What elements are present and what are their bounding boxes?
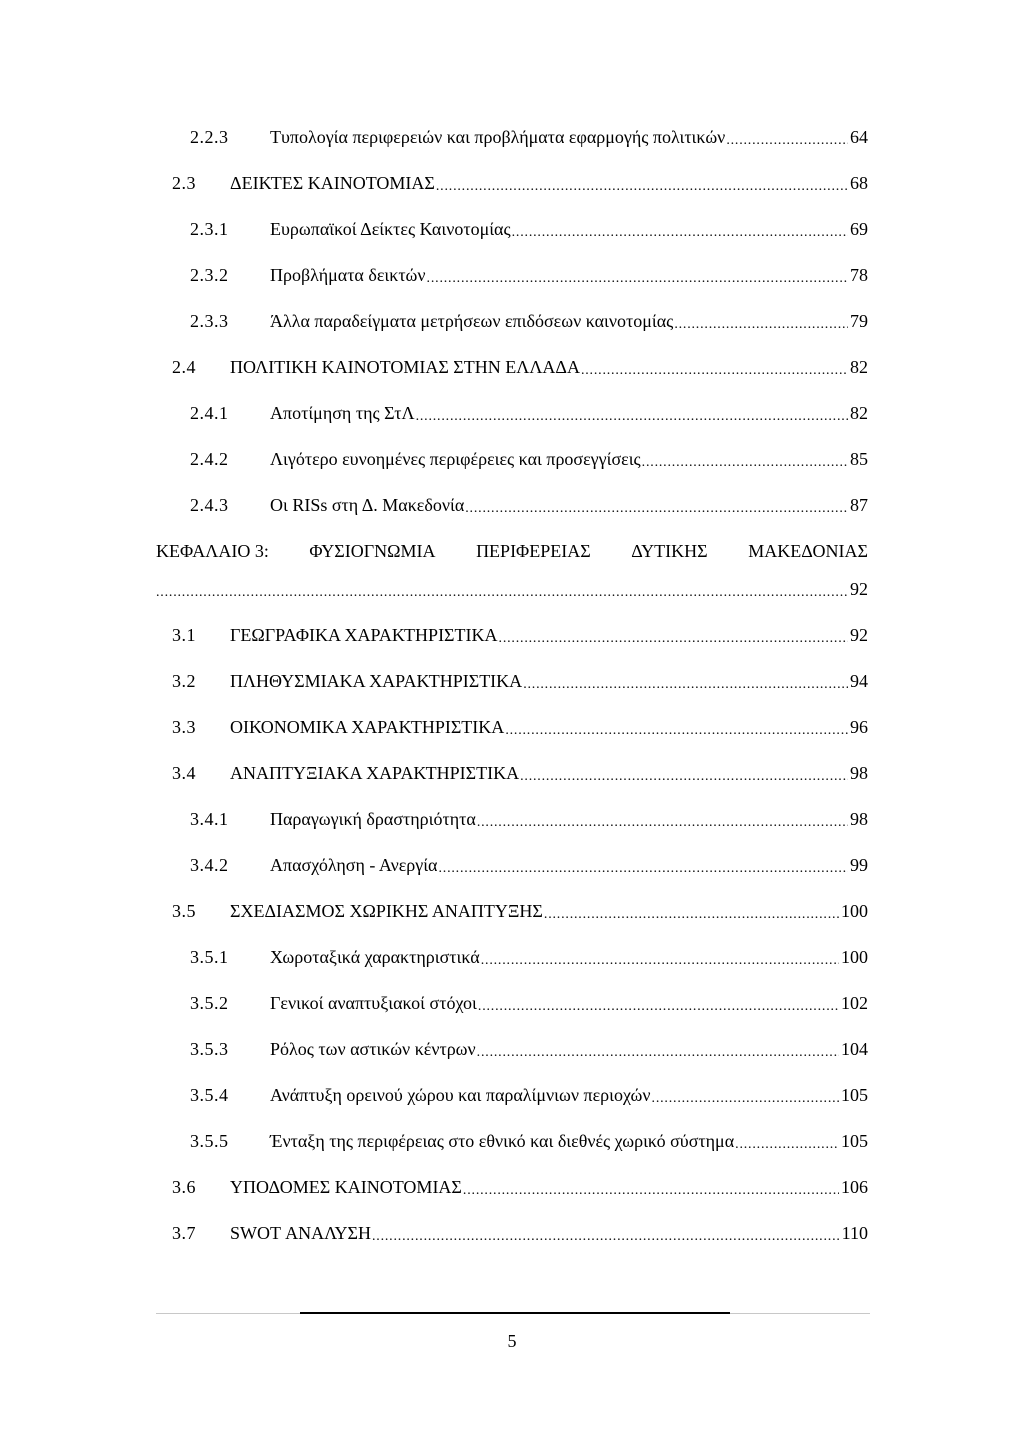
toc-entry-page: 105 xyxy=(841,1085,868,1105)
chapter-heading-word: ΦΥΣΙΟΓΝΩΜΙΑ xyxy=(309,541,436,561)
toc-dot-leader xyxy=(652,1084,839,1106)
toc-entry[interactable] xyxy=(190,804,868,830)
toc-entry-number: 2.3.2 xyxy=(190,265,229,285)
toc-entry-page: 82 xyxy=(850,357,868,377)
toc-entry-number: 2.4 xyxy=(172,357,196,377)
toc-entry[interactable] xyxy=(172,620,868,646)
toc-entry-title: Οι RISs στη Δ. Μακεδονία xyxy=(270,495,465,515)
toc-entry-title: Τυπολογία περιφερειών και προβλήματα εφαρμογής πολιτικών xyxy=(270,127,726,147)
toc-entry[interactable] xyxy=(172,168,868,194)
toc-entry-number: 2.4.2 xyxy=(190,449,229,469)
toc-entry-page: 92 xyxy=(850,625,868,645)
toc-dot-leader xyxy=(735,1130,839,1152)
toc-entry-page: 79 xyxy=(850,311,868,331)
toc-dot-leader xyxy=(520,762,848,784)
toc-entry-page: 96 xyxy=(850,717,868,737)
toc-entry-number: 2.3 xyxy=(172,173,196,193)
toc-dot-leader xyxy=(642,448,848,470)
toc-dot-leader xyxy=(481,946,839,968)
toc-entry-title: Αποτίμηση της ΣτΛ xyxy=(270,403,415,423)
toc-entry-number: 2.2.3 xyxy=(190,127,229,147)
toc-entry-title: Ευρωπαϊκοί Δείκτες Καινοτομίας xyxy=(270,219,511,239)
toc-dot-leader xyxy=(581,356,848,378)
toc-entry-page: 64 xyxy=(850,127,868,147)
toc-entry-title: Παραγωγική δραστηριότητα xyxy=(270,809,476,829)
toc-entry-page: 105 xyxy=(841,1131,868,1151)
toc-entry-title: Γενικοί αναπτυξιακοί στόχοι xyxy=(270,993,477,1013)
toc-entry[interactable] xyxy=(190,398,868,424)
toc-entry[interactable] xyxy=(190,306,868,332)
toc-entry-number: 3.6 xyxy=(172,1177,196,1197)
toc-dot-leader xyxy=(416,402,848,424)
toc-entry-number: 3.5.2 xyxy=(190,993,229,1013)
chapter-page: 92 xyxy=(850,579,868,599)
toc-entry[interactable] xyxy=(172,712,868,738)
toc-entry-title: Ένταξη της περιφέρειας στο εθνικό και διεθνές χωρικό σύστημα xyxy=(270,1131,735,1151)
toc-dot-leader xyxy=(465,494,848,516)
toc-entry-page: 100 xyxy=(841,947,868,967)
toc-dot-leader xyxy=(544,900,839,922)
toc-entry-number: 2.4.3 xyxy=(190,495,229,515)
toc-dot-leader xyxy=(523,670,848,692)
toc-entry-title: ΑΝΑΠΤΥΞΙΑΚΑ ΧΑΡΑΚΤΗΡΙΣΤΙΚΑ xyxy=(230,763,520,783)
toc-dot-leader xyxy=(427,264,848,286)
toc-dot-leader xyxy=(477,1038,839,1060)
toc-entry-page: 98 xyxy=(850,809,868,829)
toc-entry-number: 3.4.1 xyxy=(190,809,229,829)
toc-entry-number: 3.4.2 xyxy=(190,855,229,875)
toc-dot-leader xyxy=(477,808,848,830)
toc-dot-leader xyxy=(505,716,848,738)
toc-dot-leader xyxy=(499,624,848,646)
toc-dot-leader xyxy=(438,854,848,876)
toc-entry-title: Χωροταξικά χαρακτηριστικά xyxy=(270,947,480,967)
toc-entry-number: 3.2 xyxy=(172,671,196,691)
toc-entry-title: ΟΙΚΟΝΟΜΙΚΑ ΧΑΡΑΚΤΗΡΙΣΤΙΚΑ xyxy=(230,717,505,737)
toc-entry-title: Άλλα παραδείγματα μετρήσεων επιδόσεων καινοτομίας xyxy=(270,311,674,331)
toc-entry-page: 110 xyxy=(841,1223,868,1243)
toc-entry[interactable] xyxy=(172,352,868,378)
toc-entry-title: Ρόλος των αστικών κέντρων xyxy=(270,1039,476,1059)
toc-entry-page: 102 xyxy=(841,993,868,1013)
toc-entry-number: 3.5.5 xyxy=(190,1131,229,1151)
toc-entry[interactable] xyxy=(190,444,868,470)
toc-entry-number: 2.3.1 xyxy=(190,219,229,239)
toc-entry-page: 87 xyxy=(850,495,868,515)
toc-dot-leader xyxy=(726,126,848,148)
toc-entry-number: 3.1 xyxy=(172,625,196,645)
toc-dot-leader xyxy=(436,172,848,194)
toc-entry[interactable] xyxy=(172,666,868,692)
toc-entry-title: ΠΛΗΘΥΣΜΙΑΚΑ ΧΑΡΑΚΤΗΡΙΣΤΙΚΑ xyxy=(230,671,523,691)
toc-entry-page: 94 xyxy=(850,671,868,691)
toc-entry-page: 100 xyxy=(841,901,868,921)
toc-entry[interactable] xyxy=(190,988,868,1014)
toc-entry-page: 69 xyxy=(850,219,868,239)
toc-entry-page: 104 xyxy=(841,1039,868,1059)
toc-dot-leader xyxy=(674,310,848,332)
toc-entry-title: ΥΠΟΔΟΜΕΣ ΚΑΙΝΟΤΟΜΙΑΣ xyxy=(230,1177,462,1197)
toc-entry[interactable] xyxy=(190,214,868,240)
chapter-heading-word: ΜΑΚΕΔΟΝΙΑΣ xyxy=(748,541,868,561)
toc-entry[interactable] xyxy=(190,490,868,516)
toc-entry-page: 82 xyxy=(850,403,868,423)
toc-entry-page: 106 xyxy=(841,1177,868,1197)
toc-entry-page: 99 xyxy=(850,855,868,875)
toc-entry[interactable] xyxy=(190,122,868,148)
toc-entry-page: 68 xyxy=(850,173,868,193)
toc-entry[interactable] xyxy=(172,1172,868,1198)
toc-entry-title: Λιγότερο ευνοημένες περιφέρειες και προσεγγίσεις xyxy=(270,449,641,469)
toc-entry-number: 3.4 xyxy=(172,763,196,783)
chapter-heading-word: ΔΥΤΙΚΗΣ xyxy=(631,541,708,561)
chapter-heading-word: ΚΕΦΑΛΑΙΟ 3: xyxy=(156,541,269,561)
toc-entry[interactable] xyxy=(190,260,868,286)
toc-entry[interactable] xyxy=(190,850,868,876)
footer-divider-accent xyxy=(300,1312,730,1314)
toc-dot-leader xyxy=(463,1176,839,1198)
toc-entry[interactable] xyxy=(190,1034,868,1060)
toc-entry-title: ΣΧΕΔΙΑΣΜΟΣ ΧΩΡΙΚΗΣ ΑΝΑΠΤΥΞΗΣ xyxy=(230,901,543,921)
page-number: 5 xyxy=(507,1331,517,1351)
toc-entry[interactable] xyxy=(172,758,868,784)
toc-entry-number: 3.5 xyxy=(172,901,196,921)
chapter-heading[interactable] xyxy=(156,536,868,562)
toc-entry-title: ΠΟΛΙΤΙΚΗ ΚΑΙΝΟΤΟΜΙΑΣ ΣΤΗΝ ΕΛΛΑΔΑ xyxy=(230,357,580,377)
toc-entry-number: 3.5.4 xyxy=(190,1085,229,1105)
toc-entry-title: ΔΕΙΚΤΕΣ ΚΑΙΝΟΤΟΜΙΑΣ xyxy=(230,173,435,193)
toc-dot-leader xyxy=(512,218,848,240)
toc-entry[interactable] xyxy=(172,896,868,922)
toc-entry-title: SWOT ΑΝΑΛΥΣΗ xyxy=(230,1223,371,1243)
toc-entry-title: Προβλήματα δεικτών xyxy=(270,265,426,285)
toc-entry-number: 3.7 xyxy=(172,1223,196,1243)
toc-entry-number: 3.5.1 xyxy=(190,947,229,967)
toc-entry[interactable] xyxy=(190,1126,868,1152)
toc-entry-title: Απασχόληση - Ανεργία xyxy=(270,855,438,875)
chapter-page-line[interactable] xyxy=(156,574,868,600)
toc-dot-leader xyxy=(372,1222,840,1244)
toc-entry-number: 2.3.3 xyxy=(190,311,229,331)
toc-entry-number: 2.4.1 xyxy=(190,403,229,423)
toc-dot-leader xyxy=(156,578,848,600)
toc-entry-number: 3.5.3 xyxy=(190,1039,229,1059)
toc-entry-page: 98 xyxy=(850,763,868,783)
toc-entry-title: ΓΕΩΓΡΑΦΙΚΑ ΧΑΡΑΚΤΗΡΙΣΤΙΚΑ xyxy=(230,625,498,645)
toc-entry[interactable] xyxy=(190,942,868,968)
chapter-heading-word: ΠΕΡΙΦΕΡΕΙΑΣ xyxy=(476,541,591,561)
toc-entry[interactable] xyxy=(190,1080,868,1106)
toc-entry[interactable] xyxy=(172,1218,868,1244)
toc-dot-leader xyxy=(478,992,839,1014)
toc-entry-page: 78 xyxy=(850,265,868,285)
toc-entry-title: Ανάπτυξη ορεινού χώρου και παραλίμνιων περιοχών xyxy=(270,1085,651,1105)
toc-entry-page: 85 xyxy=(850,449,868,469)
toc-entry-number: 3.3 xyxy=(172,717,196,737)
